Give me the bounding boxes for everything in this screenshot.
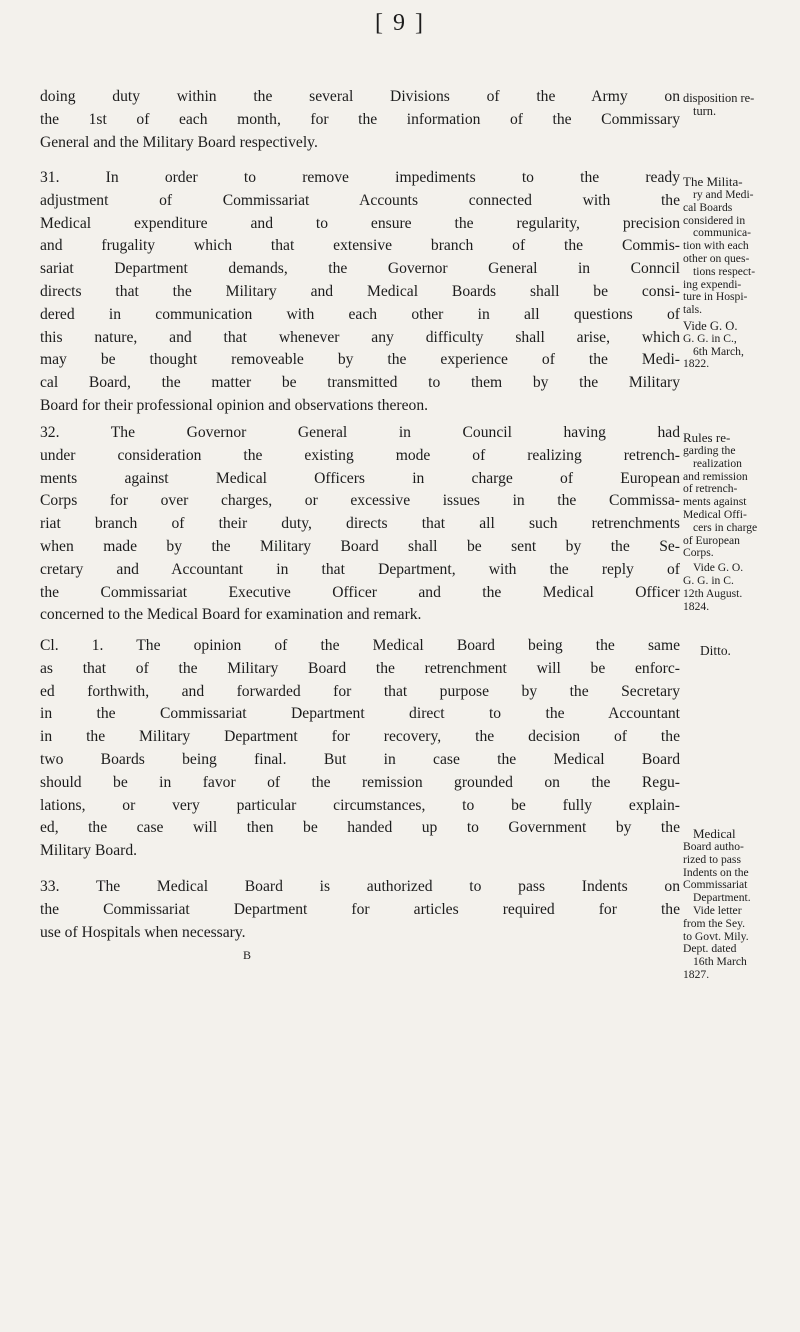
text-line: use of Hospitals when necessary. (40, 923, 246, 941)
text-line: doing duty within the several Divisions of the Army on (40, 88, 680, 105)
text-line: directs that the Military and Medical Boards shall be consi- (40, 282, 680, 300)
margin-line: Medical (693, 826, 736, 841)
paragraph-33 (40, 876, 680, 944)
margin-line: tals. (683, 303, 702, 317)
text-line: dered in communication with each other in all questions of (40, 305, 680, 323)
margin-line: Indents on the (683, 865, 749, 879)
text-line: in the Military Department for recovery, the decision of the (40, 728, 680, 746)
margin-line: tion with each (683, 239, 749, 253)
text-line: as that of the Military Board the retrenchment will be enforc- (40, 659, 680, 677)
text-line: may be thought removeable by the experience of the Medi- (40, 351, 680, 369)
margin-line: 12th August. (683, 586, 743, 600)
margin-note-32 (683, 430, 795, 613)
text-line: 33. The Medical Board is authorized to pass Indents on (40, 878, 680, 895)
margin-line: Vide G. O. (683, 318, 738, 333)
text-line: and frugality which that extensive branch of the Commis- (40, 237, 680, 255)
paragraph-31 (40, 167, 680, 418)
text-line: Cl. 1. The opinion of the Medical Board being the same (40, 637, 680, 654)
margin-line: Department. (693, 891, 751, 905)
margin-line: The Milita- (683, 174, 743, 189)
text-line: under consideration the existing mode of realizing retrench- (40, 446, 680, 464)
text-line: Medical expenditure and to ensure the regularity, precision (40, 214, 680, 232)
margin-line: ry and Medi- (693, 188, 754, 201)
text-line: when made by the Military Board shall be sent by the Se- (40, 537, 680, 555)
margin-line: 1824. (683, 599, 710, 613)
margin-line: Dept. dated (683, 942, 737, 956)
margin-note-31 (683, 174, 795, 371)
margin-note-clause-1 (700, 645, 800, 658)
text-line: this nature, and that whenever any difficulty shall arise, which (40, 328, 680, 346)
margin-line: and remission (683, 469, 748, 483)
text-line: should be in favor of the remission grounded on the Regu- (40, 773, 680, 791)
text-line: two Boards being final. But in case the Medical Board (40, 750, 680, 768)
margin-line: Commissariat (683, 878, 748, 892)
text-line: 31. In order to remove impediments to the ready (40, 169, 680, 186)
paragraph-clause-1 (40, 635, 680, 863)
margin-line: Vide letter (693, 903, 742, 917)
margin-line: Ditto. (700, 643, 731, 658)
margin-line: Corps. (683, 546, 714, 560)
margin-line: Rules re- (683, 430, 731, 445)
margin-line: communica- (693, 226, 751, 240)
paragraph-intro (40, 86, 680, 154)
margin-line: realization (693, 456, 742, 470)
text-line: concerned to the Medical Board for examination and remark. (40, 606, 422, 624)
margin-line: from the Sey. (683, 916, 746, 930)
margin-line: G. G. in C., (683, 331, 737, 345)
text-line: Military Board. (40, 842, 138, 860)
margin-line: Vide G. O. (693, 561, 744, 575)
margin-line: rized to pass (683, 852, 741, 866)
text-line: riat branch of their duty, directs that all such retrenchments (40, 515, 680, 533)
margin-line: 1827. (683, 967, 710, 981)
text-line: Board for their professional opinion and observations thereon. (40, 396, 429, 414)
margin-line: turn. (693, 103, 717, 118)
margin-line: disposition re- (683, 91, 755, 105)
margin-line: Medical Offi- (683, 507, 747, 521)
margin-line: of retrench- (683, 482, 738, 496)
text-line: cal Board, the matter be transmitted to them by the Military (40, 374, 680, 392)
margin-line: cal Boards (683, 200, 733, 214)
text-line: the Commissariat Department for articles required for the (40, 900, 680, 918)
margin-note-intro (683, 92, 795, 117)
margin-line: cers in charge (693, 520, 758, 534)
margin-line: of European (683, 533, 740, 547)
text-line: lations, or very particular circumstances, to be fully explain- (40, 796, 680, 814)
text-line: ments against Medical Officers in charge of European (40, 469, 680, 487)
margin-line: G. G. in C. (683, 573, 734, 587)
paragraph-32 (40, 422, 680, 627)
text-line: the Commissariat Executive Officer and the Medical Officer (40, 583, 680, 601)
margin-line: ing expendi- (683, 277, 742, 291)
margin-line: to Govt. Mily. (683, 929, 749, 943)
margin-line: other on ques- (683, 251, 750, 265)
text-line: Corps for over charges, or excessive issues in the Commissa- (40, 492, 680, 510)
text-line: adjustment of Commissariat Accounts connected with the (40, 191, 680, 209)
text-line: ed, the case will then be handed up to Government by the (40, 819, 680, 837)
margin-line: considered in (683, 213, 746, 227)
page-number: [ 9 ] (375, 10, 425, 36)
margin-line: Board autho- (683, 840, 744, 853)
margin-line: 1822. (683, 357, 710, 371)
signature-mark: B (243, 948, 252, 962)
margin-line: tions respect- (693, 264, 756, 278)
text-line: General and the Military Board respectively. (40, 133, 318, 151)
margin-line: 16th March (693, 955, 747, 969)
margin-line: 6th March, (693, 344, 744, 358)
text-line: 32. The Governor General in Council having had (40, 424, 680, 441)
margin-line: ture in Hospi- (683, 290, 748, 304)
text-line: cretary and Accountant in that Department, with the reply of (40, 560, 680, 578)
margin-note-33 (683, 826, 795, 982)
margin-line: garding the (683, 444, 736, 457)
text-line: ed forthwith, and forwarded for that purpose by the Secretary (40, 682, 680, 700)
margin-line: ments against (683, 495, 747, 509)
text-line: sariat Department demands, the Governor General in Conncil (40, 260, 680, 278)
text-line: in the Commissariat Department direct to the Accountant (40, 705, 680, 723)
text-line: the 1st of each month, for the information of the Commissary (40, 110, 680, 128)
